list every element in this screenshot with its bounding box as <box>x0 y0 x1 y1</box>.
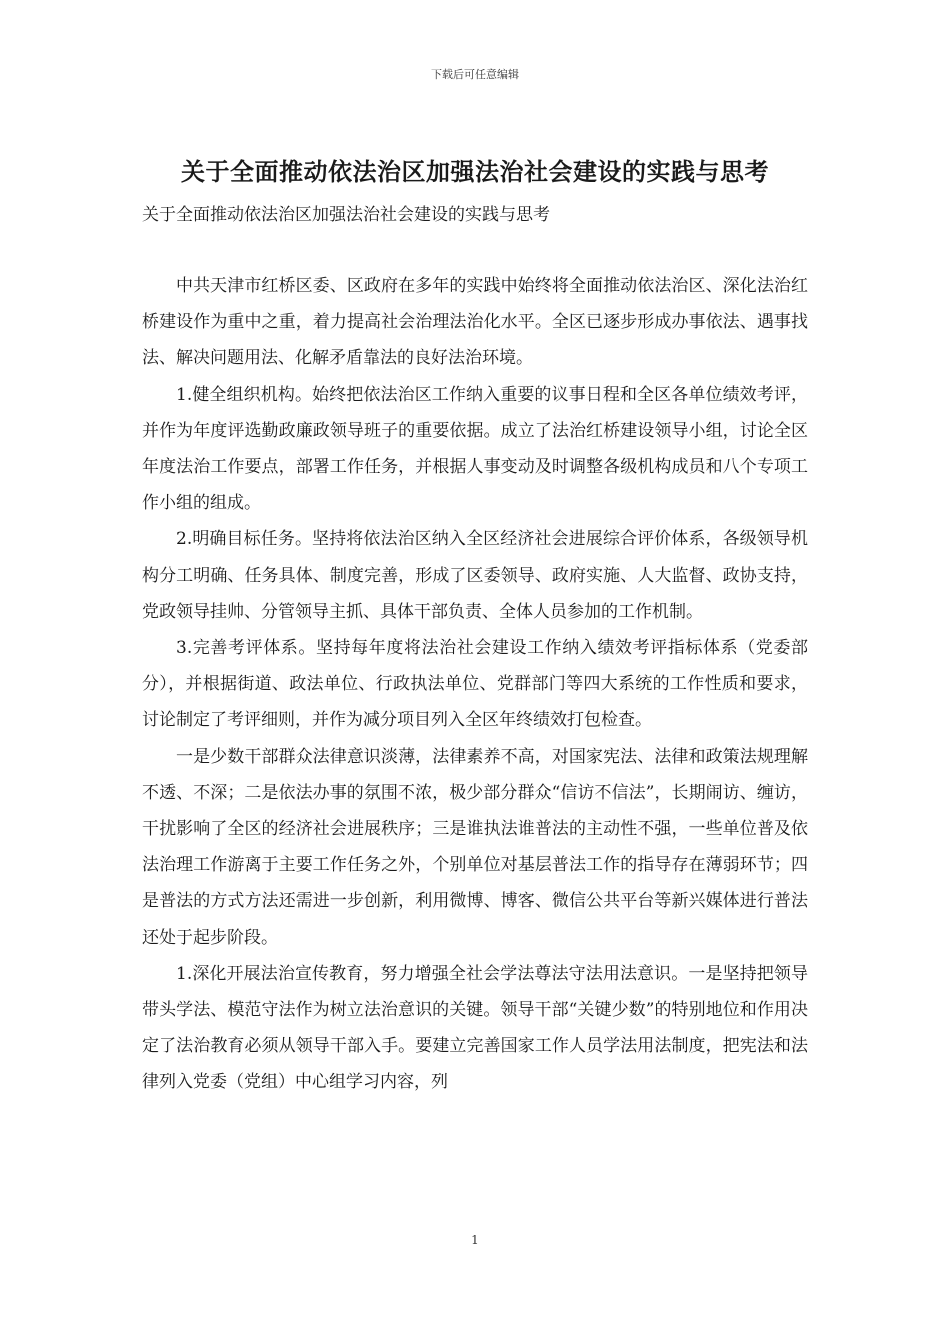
paragraph-intro: 中共天津市红桥区委、区政府在多年的实践中始终将全面推动依法治区、深化法治红桥建设作为重中之重，着力提高社会治理法治化水平。全区已逐步形成办事依法、遇事找法、解决问题用法、化解矛盾靠法的良好法治环境。 <box>142 276 808 369</box>
paragraph-evaluation: 3.完善考评体系。坚持每年度将法治社会建设工作纳入绩效考评指标体系（党委部分），并根据街道、政法单位、行政执法单位、党群部门等四大系统的工作性质和要求，讨论制定了考评细则，并作为减分项目列入全区年终绩效打包检查。 <box>142 638 808 731</box>
document-body <box>142 268 808 1101</box>
document-subtitle: 关于全面推动依法治区加强法治社会建设的实践与思考 <box>142 205 550 225</box>
paragraph-organization: 1.健全组织机构。始终把依法治区工作纳入重要的议事日程和全区各单位绩效考评，并作为年度评选勤政廉政领导班子的重要依据。成立了法治红桥建设领导小组，讨论全区年度法治工作要点，部署工作任务，并根据人事变动及时调整各级机构成员和八个专项工作小组的组成。 <box>142 384 808 514</box>
page-header-note: 下载后可任意编辑 <box>431 68 519 81</box>
paragraph-problems: 一是少数干部群众法律意识淡薄，法律素养不高，对国家宪法、法律和政策法规理解不透、不深；二是依法办事的氛围不浓，极少部分群众“信访不信法”，长期闹访、缠访，干扰影响了全区的经济社会进展秩序；三是谁执法谁普法的主动性不强，一些单位普及依法治理工作游离于主要工作任务之外，个别单位对基层普法工作的指导存在薄弱环节；四是普法的方式方法还需进一步创新，利用微博、博客、微信公共平台等新兴媒体进行普法还处于起步阶段。 <box>142 746 808 948</box>
paragraph-education: 1.深化开展法治宣传教育，努力增强全社会学法尊法守法用法意识。一是坚持把领导带头学法、模范守法作为树立法治意识的关键。领导干部“关键少数”的特别地位和作用决定了法治教育必须从领导干部入手。要建立完善国家工作人员学法用法制度，把宪法和法律列入党委（党组）中心组学习内容，列 <box>142 963 808 1093</box>
paragraph-goals: 2.明确目标任务。坚持将依法治区纳入全区经济社会进展综合评价体系，各级领导机构分工明确、任务具体、制度完善，形成了区委领导、政府实施、人大监督、政协支持，党政领导挂帅、分管领导主抓、具体干部负责、全体人员参加的工作机制。 <box>142 529 808 622</box>
document-title: 关于全面推动依法治区加强法治社会建设的实践与思考 <box>181 157 769 186</box>
page-number: 1 <box>471 1233 479 1247</box>
